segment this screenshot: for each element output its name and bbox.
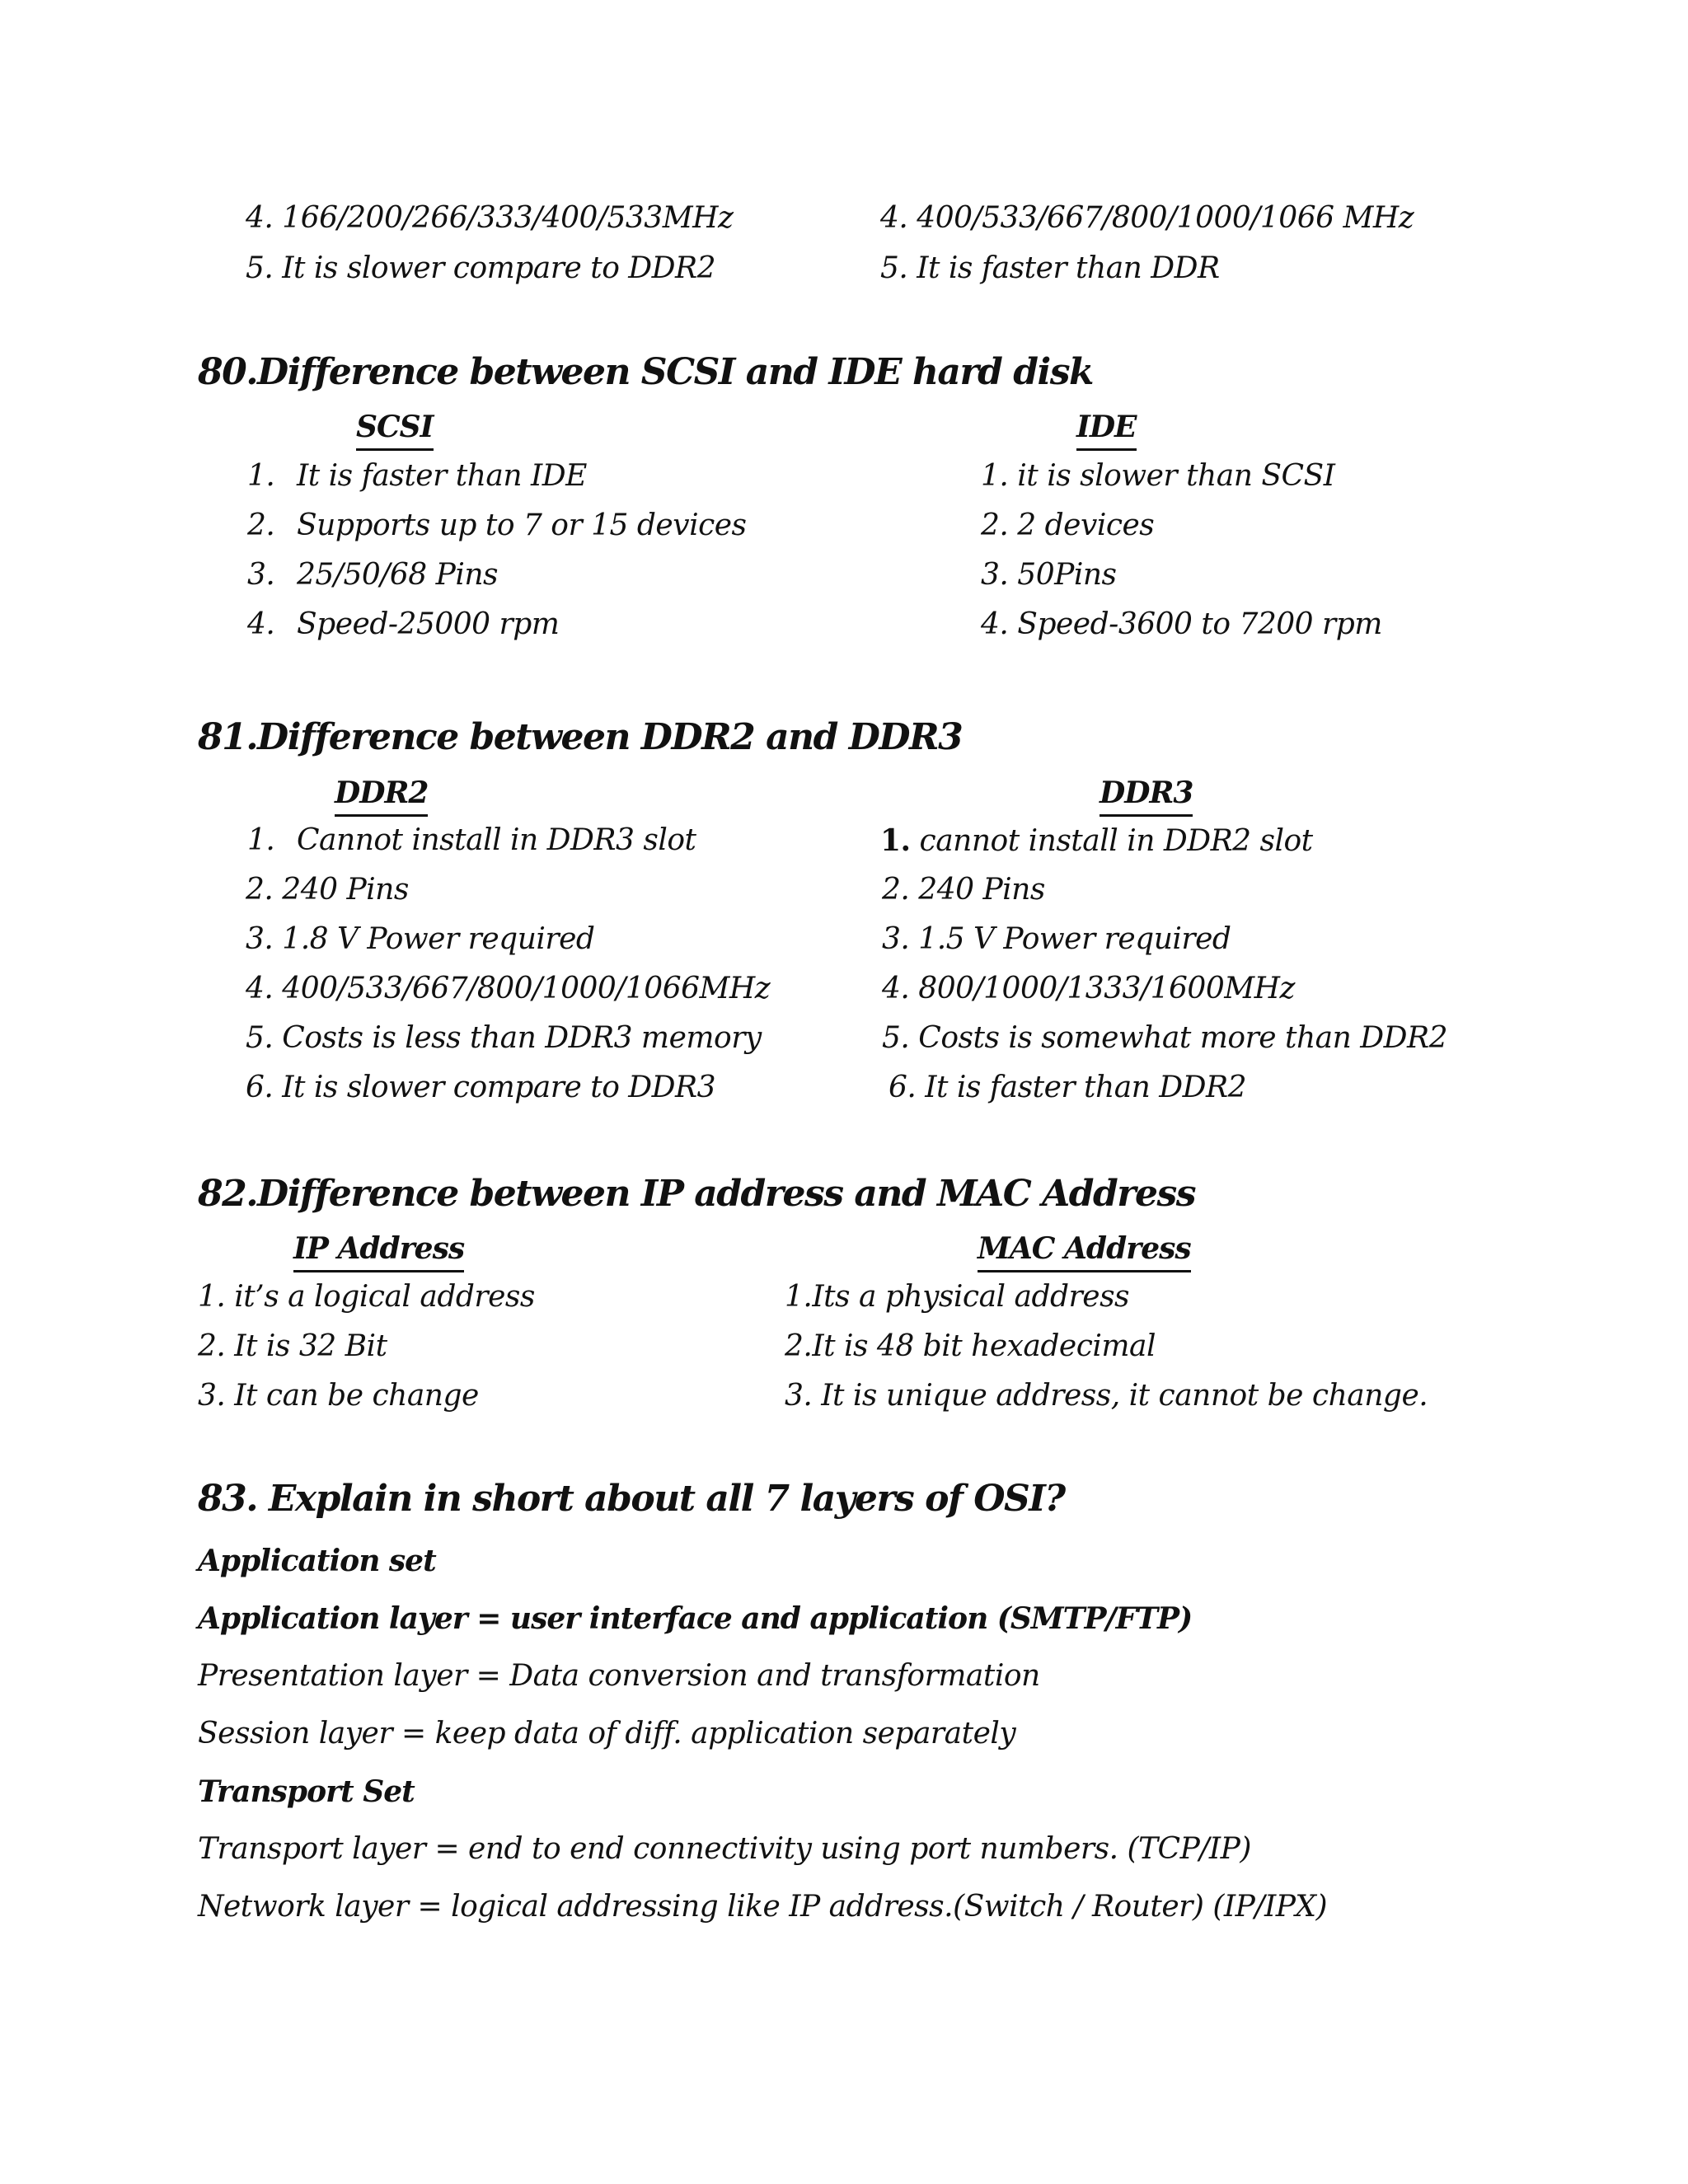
q80-scsi-item-3 xyxy=(247,557,498,593)
q83-application-layer: Application layer = user interface and application (SMTP/FTP) xyxy=(198,1601,1193,1636)
q83-session-layer: Session layer = keep data of diff. application separately xyxy=(198,1717,1016,1750)
list-number: 1. xyxy=(247,823,275,857)
q80-ide-item-3: 3. 50Pins xyxy=(981,558,1117,592)
q80-scsi-item-2 xyxy=(247,508,747,544)
q81-ddr3-item-2: 2. 240 Pins xyxy=(882,873,1045,907)
q80-ide-item-1: 1. it is slower than SCSI xyxy=(981,459,1335,493)
prev-right-item-5: 5. It is faster than DDR xyxy=(880,251,1220,285)
q80-ide-column-heading: IDE xyxy=(1076,409,1137,451)
q80-ide-item-4: 4. Speed-3600 to 7200 rpm xyxy=(981,607,1382,641)
q80-ide-item-2: 2. 2 devices xyxy=(981,509,1155,542)
q81-ddr2-item-3: 3. 1.8 V Power required xyxy=(246,922,595,956)
q82-ip-column-heading: IP Address xyxy=(293,1230,464,1272)
q80-scsi-item-1 xyxy=(247,458,587,494)
list-number: 4. xyxy=(247,607,275,641)
q81-ddr3-item-3: 3. 1.5 V Power required xyxy=(882,922,1231,956)
q81-ddr2-item-5: 5. Costs is less than DDR3 memory xyxy=(246,1021,762,1055)
q82-mac-column-heading: MAC Address xyxy=(978,1230,1191,1272)
q81-ddr2-item-4: 4. 400/533/667/800/1000/1066MHz xyxy=(246,972,771,1005)
q82-ip-item-3: 3. It can be change xyxy=(198,1379,479,1413)
q83-heading: 83. Explain in short about all 7 layers of OSI? xyxy=(198,1478,1065,1520)
list-text: cannot install in DDR2 slot xyxy=(919,824,1313,858)
q82-mac-item-1: 1.Its a physical address xyxy=(785,1280,1130,1314)
q82-mac-item-2: 2.It is 48 bit hexadecimal xyxy=(785,1329,1156,1363)
q80-scsi-column-heading: SCSI xyxy=(356,409,434,451)
q81-ddr2-item-2: 2. 240 Pins xyxy=(246,873,409,907)
q82-ip-item-2: 2. It is 32 Bit xyxy=(198,1329,387,1363)
q83-transport-layer: Transport layer = end to end connectivity using port numbers. (TCP/IP) xyxy=(198,1832,1251,1866)
list-text: Cannot install in DDR3 slot xyxy=(297,823,696,857)
q81-ddr3-column-heading: DDR3 xyxy=(1100,775,1193,817)
prev-left-item-5: 5. It is slower compare to DDR2 xyxy=(246,251,716,285)
list-text: It is faster than IDE xyxy=(297,459,587,493)
q81-heading: 81.Difference between DDR2 and DDR3 xyxy=(198,716,963,758)
q81-ddr3-item-1 xyxy=(880,823,1313,860)
q82-mac-item-3: 3. It is unique address, it cannot be change. xyxy=(785,1379,1428,1413)
q81-ddr2-item-6: 6. It is slower compare to DDR3 xyxy=(246,1071,716,1104)
list-text: Supports up to 7 or 15 devices xyxy=(297,509,747,542)
prev-right-item-4: 4. 400/533/667/800/1000/1066 MHz xyxy=(880,201,1414,235)
q83-presentation-layer: Presentation layer = Data conversion and transformation xyxy=(198,1659,1040,1693)
q80-heading: 80.Difference between SCSI and IDE hard disk xyxy=(198,351,1093,393)
q81-ddr3-item-6: 6. It is faster than DDR2 xyxy=(889,1071,1247,1104)
list-number: 2. xyxy=(247,509,275,542)
prev-left-item-4: 4. 166/200/266/333/400/533MHz xyxy=(246,201,734,235)
q81-ddr3-item-4: 4. 800/1000/1333/1600MHz xyxy=(882,972,1295,1005)
q82-ip-item-1: 1. it’s a logical address xyxy=(198,1280,535,1314)
q81-ddr2-item-1 xyxy=(247,823,696,859)
q81-ddr3-item-5: 5. Costs is somewhat more than DDR2 xyxy=(882,1021,1448,1055)
list-number: 1. xyxy=(880,823,911,858)
q83-network-layer: Network layer = logical addressing like IP address.(Switch / Router) (IP/IPX) xyxy=(198,1890,1328,1924)
q80-scsi-item-4 xyxy=(247,607,559,643)
q82-heading: 82.Difference between IP address and MAC Address xyxy=(198,1173,1196,1215)
list-number: 1. xyxy=(247,459,275,493)
q83-application-set-label: Application set xyxy=(198,1544,436,1578)
list-number: 3. xyxy=(247,558,275,592)
q83-transport-set-label: Transport Set xyxy=(198,1774,415,1809)
q81-ddr2-column-heading: DDR2 xyxy=(335,775,428,817)
list-text: Speed-25000 rpm xyxy=(297,607,560,641)
list-text: 25/50/68 Pins xyxy=(297,558,499,592)
